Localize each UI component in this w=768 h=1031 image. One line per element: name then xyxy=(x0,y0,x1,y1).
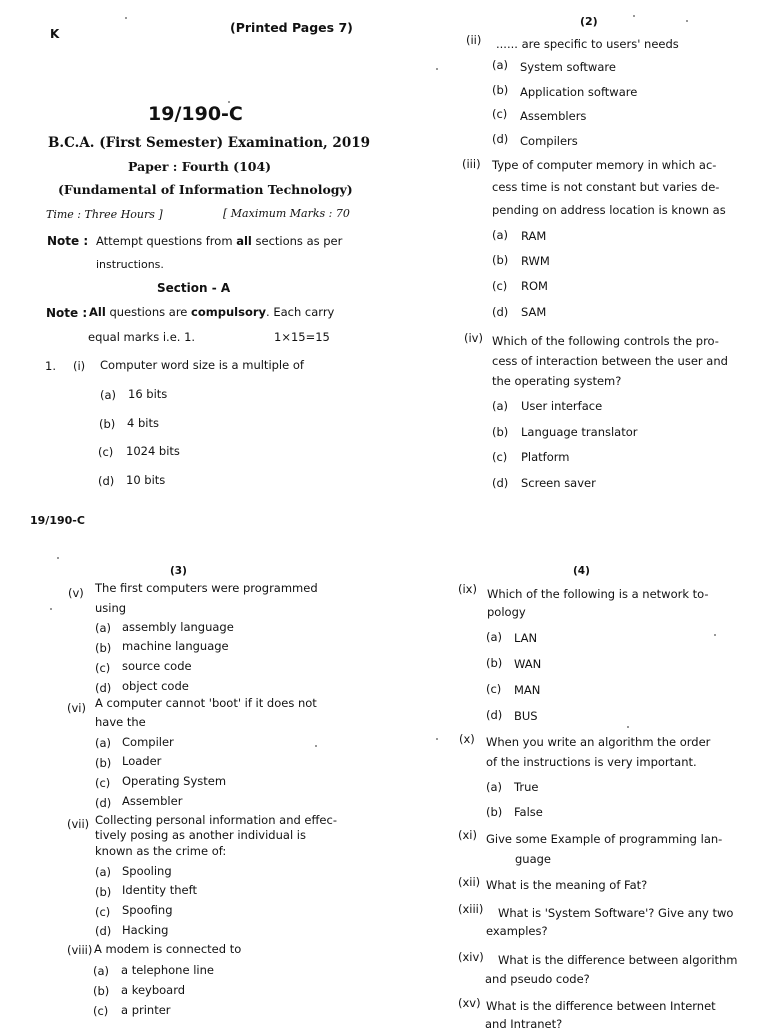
question-text: Which of the following is a network to- xyxy=(487,587,709,601)
option-text: Operating System xyxy=(122,774,227,788)
option-text: RWM xyxy=(521,254,550,268)
question-number: (viii) xyxy=(67,943,93,957)
footer-code: 19/190-C xyxy=(30,514,85,527)
option-text: 16 bits xyxy=(128,387,168,401)
paper-number: Paper : Fourth (104) xyxy=(128,159,272,174)
question-number: (ii) xyxy=(466,33,482,47)
page-2 xyxy=(384,0,768,512)
option-text: machine language xyxy=(122,639,229,653)
option-label: (a) xyxy=(492,58,509,72)
option-text: User interface xyxy=(521,399,603,413)
option-label: (a) xyxy=(93,964,110,978)
option-text: Identity theft xyxy=(122,883,197,897)
note-2-text-cont: equal marks i.e. 1. xyxy=(88,330,196,344)
printed-pages: (Printed Pages 7) xyxy=(230,20,353,35)
question-text: Give some Example of programming lan- xyxy=(486,832,723,846)
option-label: (a) xyxy=(100,388,117,402)
option-label: (c) xyxy=(93,1004,109,1018)
option-text: Application software xyxy=(520,85,638,99)
option-label: (d) xyxy=(98,474,115,488)
option-text: 4 bits xyxy=(127,416,159,430)
option-text: Screen saver xyxy=(521,476,596,490)
option-text: True xyxy=(514,780,539,794)
page-number: (3) xyxy=(170,565,187,577)
option-label: (d) xyxy=(95,924,112,938)
question-text: guage xyxy=(515,852,552,866)
option-text: LAN xyxy=(514,631,538,645)
option-label: (c) xyxy=(492,450,508,464)
option-text: Platform xyxy=(521,450,570,464)
corner-mark: K xyxy=(50,27,60,41)
option-text: 1024 bits xyxy=(126,444,180,458)
option-text: False xyxy=(514,805,543,819)
subject-title: (Fundamental of Information Technology) xyxy=(58,182,353,197)
question-number: (v) xyxy=(68,586,84,600)
note-label: Note : xyxy=(47,234,89,248)
option-label: (a) xyxy=(95,865,112,879)
question-text: of the instructions is very important. xyxy=(486,755,697,769)
option-label: (a) xyxy=(486,630,503,644)
exam-title: B.C.A. (First Semester) Examination, 2019 xyxy=(48,135,370,151)
option-label: (a) xyxy=(95,621,112,635)
marks-formula: 1×15=15 xyxy=(274,330,330,344)
question-number: (xiii) xyxy=(458,902,484,916)
option-label: (b) xyxy=(93,984,110,998)
question-text: Computer word size is a multiple of xyxy=(100,358,304,372)
option-label: (d) xyxy=(95,796,112,810)
question-text: Which of the following controls the pro- xyxy=(492,334,719,348)
note-2-text: All questions are compulsory. Each carry xyxy=(89,305,335,319)
question-number: (xii) xyxy=(458,875,481,889)
maximum-marks: [ Maximum Marks : 70 xyxy=(223,207,350,220)
option-label: (a) xyxy=(95,736,112,750)
page-1 xyxy=(0,0,384,512)
option-label: (b) xyxy=(95,756,112,770)
question-text: and Intranet? xyxy=(485,1017,563,1031)
option-text: Assemblers xyxy=(520,109,587,123)
question-text: cess time is not constant but varies de- xyxy=(492,180,720,194)
scan-speck xyxy=(633,15,635,17)
question-text: using xyxy=(95,601,127,615)
option-text: Compilers xyxy=(520,134,578,148)
question-text: A computer cannot 'boot' if it does not xyxy=(95,696,317,710)
option-label: (b) xyxy=(492,83,509,97)
question-text: Type of computer memory in which ac- xyxy=(492,158,717,172)
option-label: (d) xyxy=(492,476,509,490)
option-text: RAM xyxy=(521,229,547,243)
scan-speck xyxy=(125,17,127,19)
question-number: (iii) xyxy=(462,157,481,171)
option-label: (a) xyxy=(492,399,509,413)
option-label: (c) xyxy=(95,776,111,790)
option-text: Hacking xyxy=(122,923,169,937)
scan-speck xyxy=(436,738,438,740)
option-label: (d) xyxy=(492,132,509,146)
question-text: What is the difference between Internet xyxy=(486,999,716,1013)
question-text: have the xyxy=(95,715,146,729)
option-text: WAN xyxy=(514,657,542,671)
option-label: (b) xyxy=(486,656,503,670)
option-text: a telephone line xyxy=(121,963,214,977)
option-text: SAM xyxy=(521,305,547,319)
scan-speck xyxy=(50,608,52,610)
option-label: (b) xyxy=(95,885,112,899)
option-label: (b) xyxy=(99,417,116,431)
option-text: Spooling xyxy=(122,864,172,878)
option-label: (d) xyxy=(486,708,503,722)
note-label-2: Note : xyxy=(46,306,88,320)
paper-code: 19/190-C xyxy=(148,103,243,125)
option-label: (d) xyxy=(492,305,509,319)
question-number: (xi) xyxy=(458,828,477,842)
option-text: source code xyxy=(122,659,192,673)
option-label: (d) xyxy=(95,681,112,695)
option-text: Spoofing xyxy=(122,903,173,917)
scan-speck xyxy=(714,634,716,636)
page-3 xyxy=(0,512,384,1024)
question-sub-number: (i) xyxy=(73,359,86,373)
question-number: (iv) xyxy=(464,331,483,345)
question-text: examples? xyxy=(486,924,548,938)
question-number: (x) xyxy=(459,732,475,746)
question-number: (vi) xyxy=(67,701,86,715)
option-label: (b) xyxy=(486,805,503,819)
option-label: (c) xyxy=(95,905,111,919)
question-text: cess of interaction between the user and xyxy=(492,354,728,368)
option-text: Compiler xyxy=(122,735,174,749)
page-4 xyxy=(384,512,768,1031)
scan-speck xyxy=(627,726,629,728)
option-label: (c) xyxy=(492,279,508,293)
option-text: MAN xyxy=(514,683,541,697)
option-label: (a) xyxy=(486,780,503,794)
question-text: known as the crime of: xyxy=(95,844,227,858)
scan-speck xyxy=(228,101,230,103)
question-number: (ix) xyxy=(458,582,477,596)
question-text: When you write an algorithm the order xyxy=(486,735,711,749)
question-text: tively posing as another individual is xyxy=(95,828,306,842)
page-number: (2) xyxy=(580,15,598,28)
option-text: a printer xyxy=(121,1003,171,1017)
question-text: pending on address location is known as xyxy=(492,203,726,217)
question-text: The first computers were programmed xyxy=(95,581,318,595)
option-label: (c) xyxy=(98,445,114,459)
question-text: ...... are specific to users' needs xyxy=(496,37,679,51)
option-text: object code xyxy=(122,679,189,693)
question-number: (vii) xyxy=(67,817,90,831)
option-label: (c) xyxy=(492,107,508,121)
option-text: Assembler xyxy=(122,794,183,808)
option-text: 10 bits xyxy=(126,473,166,487)
option-text: assembly language xyxy=(122,620,234,634)
scan-speck xyxy=(686,20,688,22)
question-text: pology xyxy=(487,605,526,619)
scan-speck xyxy=(315,745,317,747)
scan-speck xyxy=(436,68,438,70)
section-heading: Section - A xyxy=(157,281,231,295)
option-text: System software xyxy=(520,60,616,74)
scan-speck xyxy=(57,557,59,559)
option-label: (b) xyxy=(492,425,509,439)
question-text: What is the difference between algorithm xyxy=(498,953,738,967)
option-text: Language translator xyxy=(521,425,638,439)
question-text: Collecting personal information and effec- xyxy=(95,813,337,827)
note-text: Attempt questions from all sections as per xyxy=(96,234,343,248)
question-text: A modem is connected to xyxy=(94,942,242,956)
option-text: Loader xyxy=(122,754,162,768)
option-label: (a) xyxy=(492,228,509,242)
option-label: (b) xyxy=(492,253,509,267)
question-number: 1. xyxy=(45,359,56,373)
question-number: (xv) xyxy=(458,996,481,1010)
option-label: (c) xyxy=(95,661,111,675)
page-number: (4) xyxy=(573,565,590,577)
question-text: What is 'System Software'? Give any two xyxy=(498,906,734,920)
option-text: BUS xyxy=(514,709,538,723)
time-allowed: Time : Three Hours ] xyxy=(46,208,163,221)
question-text: the operating system? xyxy=(492,374,622,388)
option-text: a keyboard xyxy=(121,983,186,997)
question-text: and pseudo code? xyxy=(485,972,590,986)
option-label: (c) xyxy=(486,682,502,696)
option-label: (b) xyxy=(95,641,112,655)
note-text-cont: instructions. xyxy=(96,258,164,271)
option-text: ROM xyxy=(521,279,548,293)
question-text: What is the meaning of Fat? xyxy=(486,878,648,892)
question-number: (xiv) xyxy=(458,950,484,964)
